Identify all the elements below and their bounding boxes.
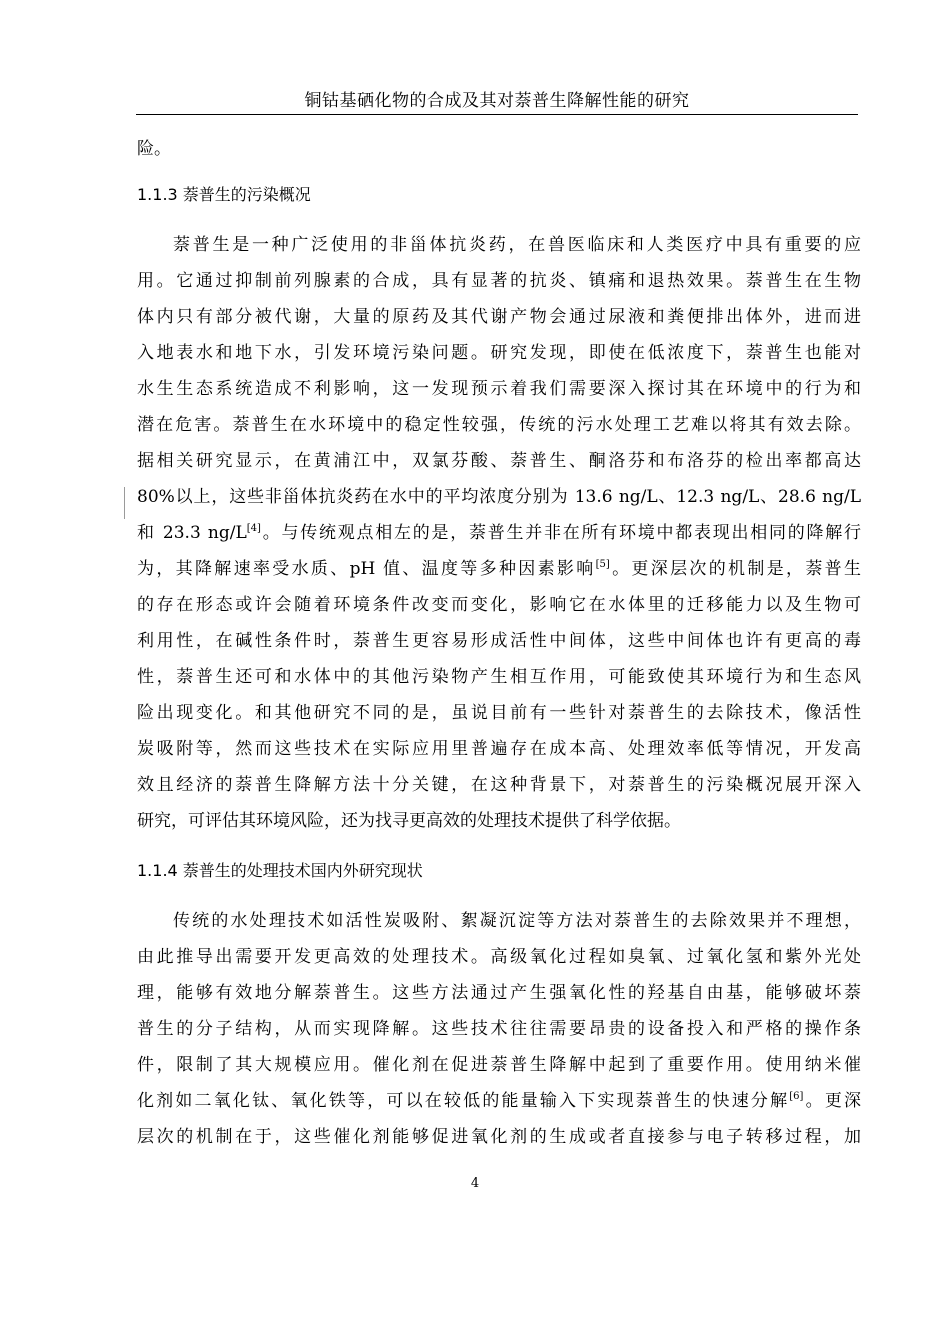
text-line: 理，能够有效地分解萘普生。这些方法通过产生强氧化性的羟基自由基，能够破坏萘 — [137, 983, 861, 1003]
text-line-with-citation — [137, 515, 861, 551]
text-segment: 。更深 — [803, 1091, 862, 1111]
text-segment: 化剂如二氧化钛、氧化铁等，可以在较低的能量输入下实现萘普生的快速分解 — [137, 1091, 790, 1111]
text-line-last: 研究，可评估其环境风险，还为找寻更高效的处理技术提供了科学依据。 — [137, 811, 681, 831]
text-line: 80%以上，这些非甾体抗炎药在水中的平均浓度分别为 13.6 ng/L、12.3 ng/L、28.6 ng/L — [137, 487, 861, 507]
running-header: 铜钴基硒化物的合成及其对萘普生降解性能的研究 — [136, 88, 858, 115]
text-line: 利用性，在碱性条件时，萘普生更容易形成活性中间体，这些中间体也许有更高的毒 — [137, 631, 861, 651]
text-line: 普生的分子结构，从而实现降解。这些技术往往需要昂贵的设备投入和严格的操作条 — [137, 1019, 861, 1039]
text-line: 险出现变化。和其他研究不同的是，虽说目前有一些针对萘普生的去除技术，像活性 — [137, 703, 861, 723]
text-line: 的存在形态或许会随着环境条件改变而变化，影响它在水体里的迁移能力以及生物可 — [137, 595, 861, 615]
text-line-with-citation — [137, 1083, 861, 1119]
text-line: 据相关研究显示，在黄浦江中，双氯芬酸、萘普生、酮洛芬和布洛芬的检出率都高达 — [137, 451, 861, 471]
text-segment: 为，其降解速率受水质、pH 值、温度等多种因素影响 — [137, 559, 596, 579]
text-line: 性，萘普生还可和水体中的其他污染物产生相互作用，可能致使其环境行为和生态风 — [137, 667, 861, 687]
text-segment: 。更深层次的机制是，萘普生 — [609, 559, 861, 579]
text-line: 用。它通过抑制前列腺素的合成，具有显著的抗炎、镇痛和退热效果。萘普生在生物 — [137, 271, 861, 291]
text-line: 体内只有部分被代谢，大量的原药及其代谢产物会通过尿液和粪便排出体外，进而进 — [137, 307, 861, 327]
page-number: 4 — [470, 1176, 480, 1191]
citation-ref: [5] — [595, 559, 610, 570]
text-segment: 和 23.3 ng/L — [137, 523, 247, 543]
text-line: 萘普生是一种广泛使用的非甾体抗炎药，在兽医临床和人类医疗中具有重要的应 — [173, 235, 861, 255]
section-heading-1-1-3: 1.1.3 萘普生的污染概况 — [137, 185, 311, 204]
carry-over-line: 险。 — [137, 139, 171, 159]
text-line: 入地表水和地下水，引发环境污染问题。研究发现，即使在低浓度下，萘普生也能对 — [137, 343, 861, 363]
text-line: 传统的水处理技术如活性炭吸附、絮凝沉淀等方法对萘普生的去除效果并不理想， — [173, 911, 861, 931]
text-line: 层次的机制在于，这些催化剂能够促进氧化剂的生成或者直接参与电子转移过程，加 — [137, 1127, 861, 1147]
paragraph-pollution-overview — [137, 227, 861, 839]
text-line: 效且经济的萘普生降解方法十分关键，在这种背景下，对萘普生的污染概况展开深入 — [137, 775, 861, 795]
text-line: 炭吸附等，然而这些技术在实际应用里普遍存在成本高、处理效率低等情况，开发高 — [137, 739, 861, 759]
paragraph-treatment-status — [137, 903, 861, 1155]
text-line: 潜在危害。萘普生在水环境中的稳定性较强，传统的污水处理工艺难以将其有效去除。 — [137, 415, 861, 435]
text-line: 由此推导出需要开发更高效的处理技术。高级氧化过程如臭氧、过氧化氢和紫外光处 — [137, 947, 861, 967]
citation-ref: [4] — [246, 523, 261, 534]
text-line: 件，限制了其大规模应用。催化剂在促进萘普生降解中起到了重要作用。使用纳米催 — [137, 1055, 861, 1075]
text-segment: 。与传统观点相左的是，萘普生并非在所有环境中都表现出相同的降解行 — [260, 523, 861, 543]
page-body — [137, 131, 861, 1155]
section-heading-1-1-4: 1.1.4 萘普生的处理技术国内外研究现状 — [137, 861, 423, 880]
citation-ref: [6] — [789, 1091, 804, 1102]
text-line-with-citation — [137, 551, 861, 587]
text-line: 水生生态系统造成不利影响，这一发现预示着我们需要深入探讨其在环境中的行为和 — [137, 379, 861, 399]
margin-change-bar — [124, 487, 125, 519]
